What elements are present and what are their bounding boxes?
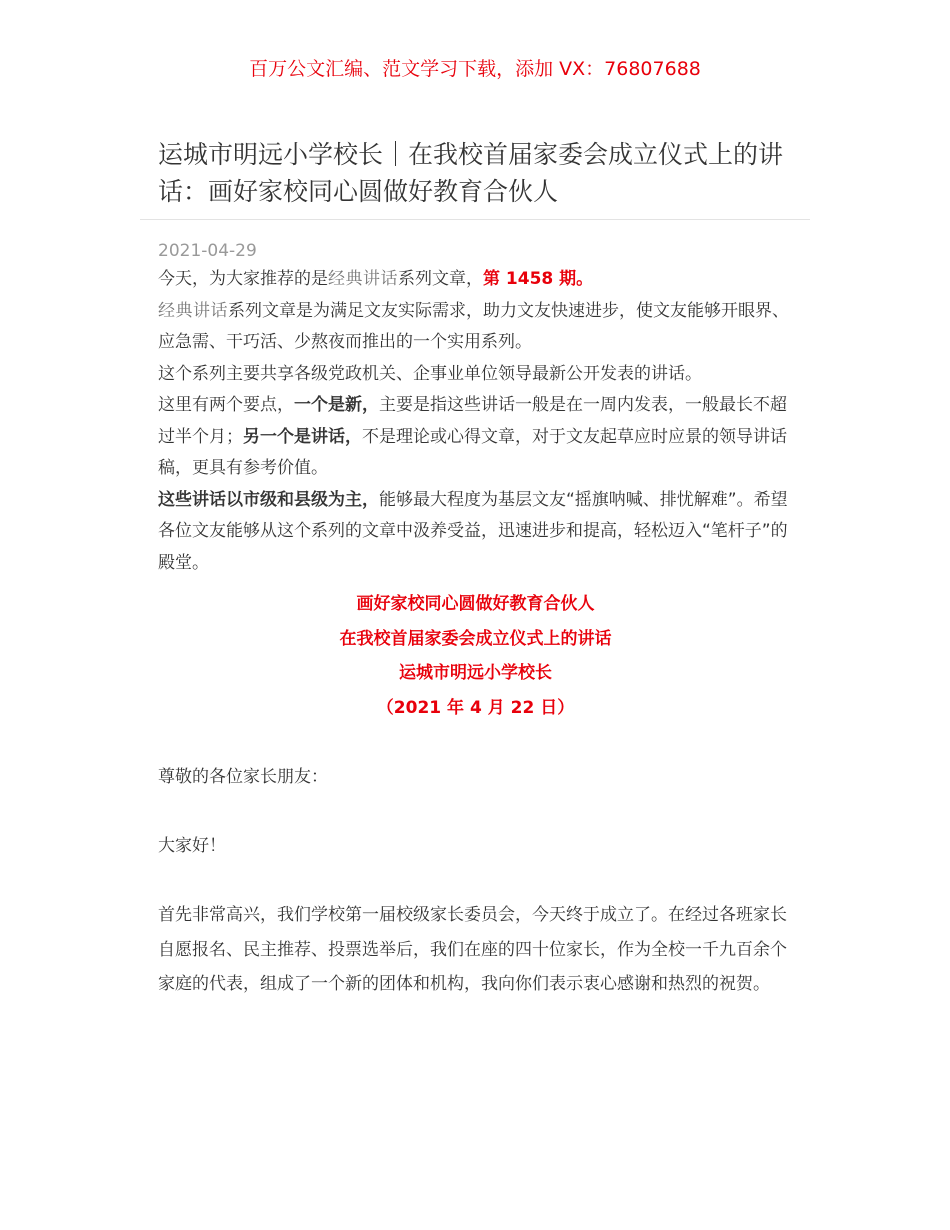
speech-heading xyxy=(158,587,793,725)
issue-number: 第 1458 期。 xyxy=(483,269,594,289)
intro-l4-d: 另一个是讲话， xyxy=(243,426,362,447)
intro-line-4 xyxy=(158,390,798,485)
greeting: 大家好！ xyxy=(158,836,226,856)
series-name-2: 经典讲话 xyxy=(158,300,228,321)
publish-date: 2021-04-29 xyxy=(158,241,257,261)
speech-paragraph-1: 首先非常高兴，我们学校第一届校级家长委员会，今天终于成立了。在经过各班家长自愿报名、民主推荐、投票选举后，我们在座的四十位家长，作为全校一千九百余个家庭的代表，组成了一个新的团体和机构，我向你们表示衷心感谢和热烈的祝贺。 xyxy=(158,905,787,994)
intro-l4-c: 主要是指这些讲话一般是在一周内发表，一般最长不超过半个月； xyxy=(158,395,787,447)
intro-l5-b: 能够最大程度为基层文友“摇旗呐喊、排忧解难”。希望各位文友能够从这个系列的文章中汲养受益，迅速进步和提高，轻松迈入“笔杆子”的殿堂。 xyxy=(158,489,788,573)
intro-line-2-text: 系列文章是为满足文友实际需求，助力文友快速进步，使文友能够开眼界、应急需、干巧活、少熬夜而推出的一个实用系列。 xyxy=(158,300,789,352)
series-intro xyxy=(158,264,798,579)
intro-l4-b: 一个是新， xyxy=(294,395,379,415)
intro-l5-a: 这些讲话以市级和县级为主， xyxy=(158,489,379,510)
speech-speaker: 运城市明远小学校长 xyxy=(399,663,552,683)
intro-l4-a: 这里有两个要点， xyxy=(158,395,294,415)
intro-l4-e: 不是理论或心得文章，对于文友起草应时应景的领导讲话稿，更具有参考价值。 xyxy=(158,426,787,478)
intro-middle: 系列文章， xyxy=(398,269,483,289)
intro-line-3: 这个系列主要共享各级党政机关、企事业单位领导最新公开发表的讲话。 xyxy=(158,363,702,384)
promo-banner: 百万公文汇编、范文学习下载，添加 VX：76807688 xyxy=(249,58,701,80)
speech-date: （2021 年 4 月 22 日） xyxy=(376,697,575,718)
salutation: 尊敬的各位家长朋友： xyxy=(158,767,328,787)
intro-prefix: 今天，为大家推荐的是 xyxy=(158,269,328,289)
intro-line-5 xyxy=(158,485,798,580)
intro-line-1 xyxy=(158,264,798,296)
speech-heading-1: 画好家校同心圆做好教育合伙人 xyxy=(356,594,595,614)
title-divider xyxy=(140,219,810,220)
article-title: 运城市明远小学校长｜在我校首届家委会成立仪式上的讲话：画好家校同心圆做好教育合伙人 xyxy=(158,140,784,206)
series-name: 经典讲话 xyxy=(328,269,398,289)
intro-line-2 xyxy=(158,296,798,359)
speech-heading-2: 在我校首届家委会成立仪式上的讲话 xyxy=(339,628,612,649)
